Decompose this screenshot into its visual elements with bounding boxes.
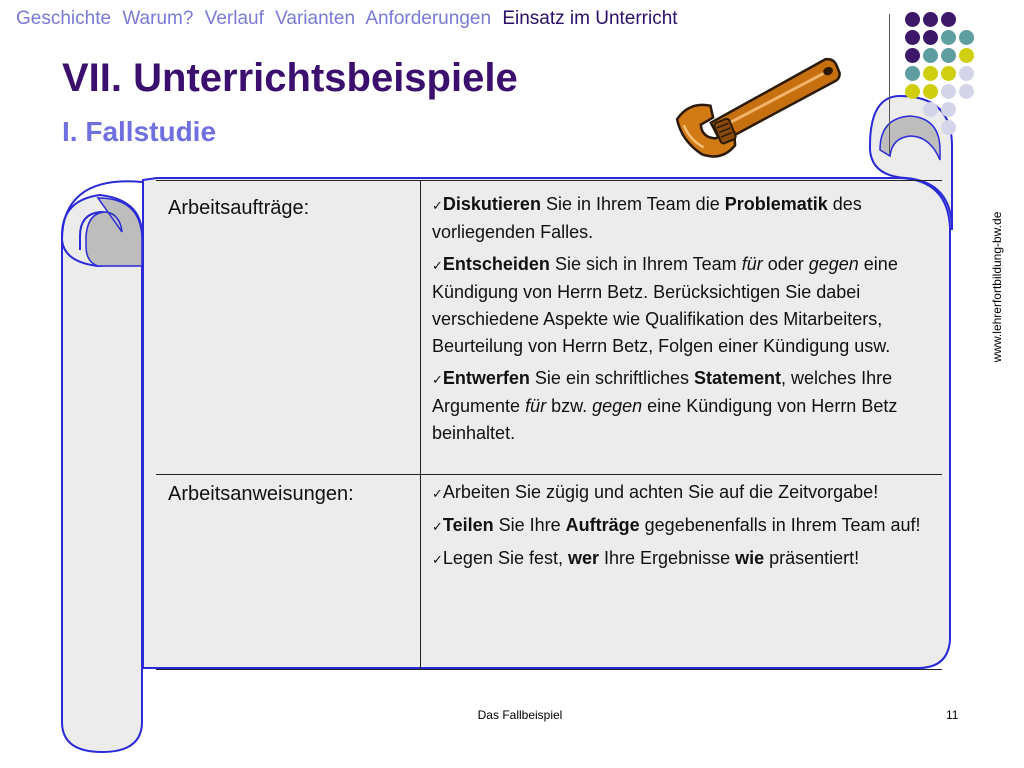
- decorative-dot: [941, 102, 956, 117]
- list-item-text: Teilen: [442, 515, 494, 535]
- list-item-text: gegen: [808, 254, 859, 274]
- list-item: [432, 545, 937, 573]
- header-divider: [889, 14, 890, 154]
- checkmark-icon: ✓: [432, 552, 443, 567]
- list-item-text: für: [741, 254, 763, 274]
- list-item-text: eine Kündigung von Herrn Betz beinhaltet.: [432, 396, 898, 443]
- list-item-text: Sie in Ihrem Team die: [540, 194, 725, 214]
- list-item: [432, 512, 937, 540]
- decorative-dot: [923, 48, 938, 63]
- list-item-text: gegebenenfalls in Ihrem Team auf!: [639, 515, 921, 535]
- list-item-text: Entwerfen: [442, 368, 530, 388]
- slide-subtitle: I. Fallstudie: [62, 116, 217, 147]
- list-item-text: Sie Ihre: [493, 515, 566, 535]
- nav-item-einsatz-im-unterricht[interactable]: Einsatz im Unterricht: [502, 8, 678, 29]
- checkmark-icon: ✓: [432, 258, 443, 273]
- table-row: [156, 180, 942, 475]
- column-divider: [420, 475, 421, 669]
- list-item-text: Problematik: [724, 194, 828, 214]
- row-label-arbeitsauftraege: Arbeitsaufträge:: [168, 197, 310, 219]
- decorative-dot: [905, 84, 920, 99]
- table-row: [156, 474, 942, 670]
- side-url: [988, 192, 1006, 382]
- list-item-text: Legen Sie fest,: [442, 548, 568, 568]
- nav-item-geschichte[interactable]: Geschichte: [16, 8, 112, 29]
- decorative-dot: [959, 48, 974, 63]
- row-label-arbeitsanweisungen: Arbeitsanweisungen:: [168, 483, 354, 505]
- list-item-text: Sie ein schriftliches: [529, 368, 694, 388]
- nav-item-verlauf[interactable]: Verlauf: [204, 8, 264, 29]
- list-item-text: Arbeiten Sie zügig und achten Sie auf die Zeitvorgabe!: [442, 482, 879, 502]
- decorative-dot: [905, 12, 920, 27]
- wrench-icon: [668, 44, 873, 159]
- checkmark-icon: ✓: [432, 198, 443, 213]
- decorative-dot: [959, 66, 974, 81]
- checkmark-icon: ✓: [432, 519, 443, 534]
- decorative-dot: [905, 30, 920, 45]
- list-item: [432, 251, 937, 360]
- list-item-text: Diskutieren: [442, 194, 541, 214]
- list-item-text: des vorliegenden Falles.: [432, 194, 862, 242]
- list-item-text: wer: [568, 548, 600, 568]
- nav-item-warum[interactable]: Warum?: [122, 8, 194, 29]
- checkmark-icon: ✓: [432, 372, 443, 387]
- decorative-dot: [923, 102, 938, 117]
- footer-text: Das Fallbeispiel: [477, 708, 563, 722]
- decorative-dot: [941, 12, 956, 27]
- list-item: [432, 191, 937, 246]
- list-item-text: eine Kündigung von Herrn Betz. Berücksichtigen Sie dabei verschiedene Aspekte wie Qualifikation des Mitarbeiters, Beurteilung von Herrn Betz, Folgen einer Kündigung usw.: [432, 254, 898, 356]
- list-item-text: Ihre Ergebnisse: [599, 548, 736, 568]
- task-list-cell: [432, 191, 937, 452]
- list-item-text: für: [525, 396, 547, 416]
- decorative-dot: [941, 66, 956, 81]
- list-item-text: bzw.: [546, 396, 593, 416]
- nav-item-anforderungen[interactable]: Anforderungen: [365, 8, 492, 29]
- task-table: [156, 180, 942, 668]
- list-item-text: gegen: [592, 396, 643, 416]
- column-divider: [420, 181, 421, 475]
- slide-title: VII. Unterrichtsbeispiele: [62, 56, 518, 100]
- decorative-dot: [923, 66, 938, 81]
- list-item-text: wie: [735, 548, 765, 568]
- top-navigation: [16, 8, 684, 30]
- checkmark-icon: ✓: [432, 486, 443, 501]
- decorative-dot: [941, 30, 956, 45]
- decorative-dot: [923, 84, 938, 99]
- list-item-text: Sie sich in Ihrem Team: [549, 254, 742, 274]
- decorative-dot: [959, 30, 974, 45]
- decorative-dot: [923, 30, 938, 45]
- decorative-dot: [959, 84, 974, 99]
- decorative-dot: [923, 12, 938, 27]
- decorative-dot: [941, 84, 956, 99]
- list-item-text: Statement: [694, 368, 782, 388]
- list-item: [432, 365, 937, 447]
- decorative-dot: [905, 66, 920, 81]
- instruction-list-cell: [432, 479, 937, 578]
- decorative-dot: [941, 48, 956, 63]
- list-item-text: Entscheiden: [442, 254, 550, 274]
- decorative-dot: [905, 48, 920, 63]
- decorative-dot: [941, 120, 956, 135]
- side-url-text[interactable]: www.lehrerfortbildung-bw.de: [990, 211, 1004, 363]
- list-item-text: Aufträge: [565, 515, 640, 535]
- page-number: 11: [946, 708, 959, 722]
- list-item-text: , welches Ihre Argumente: [432, 368, 893, 416]
- nav-item-varianten[interactable]: Varianten: [275, 8, 356, 29]
- list-item-text: präsentiert!: [764, 548, 860, 568]
- list-item-text: oder: [762, 254, 809, 274]
- list-item: [432, 479, 937, 507]
